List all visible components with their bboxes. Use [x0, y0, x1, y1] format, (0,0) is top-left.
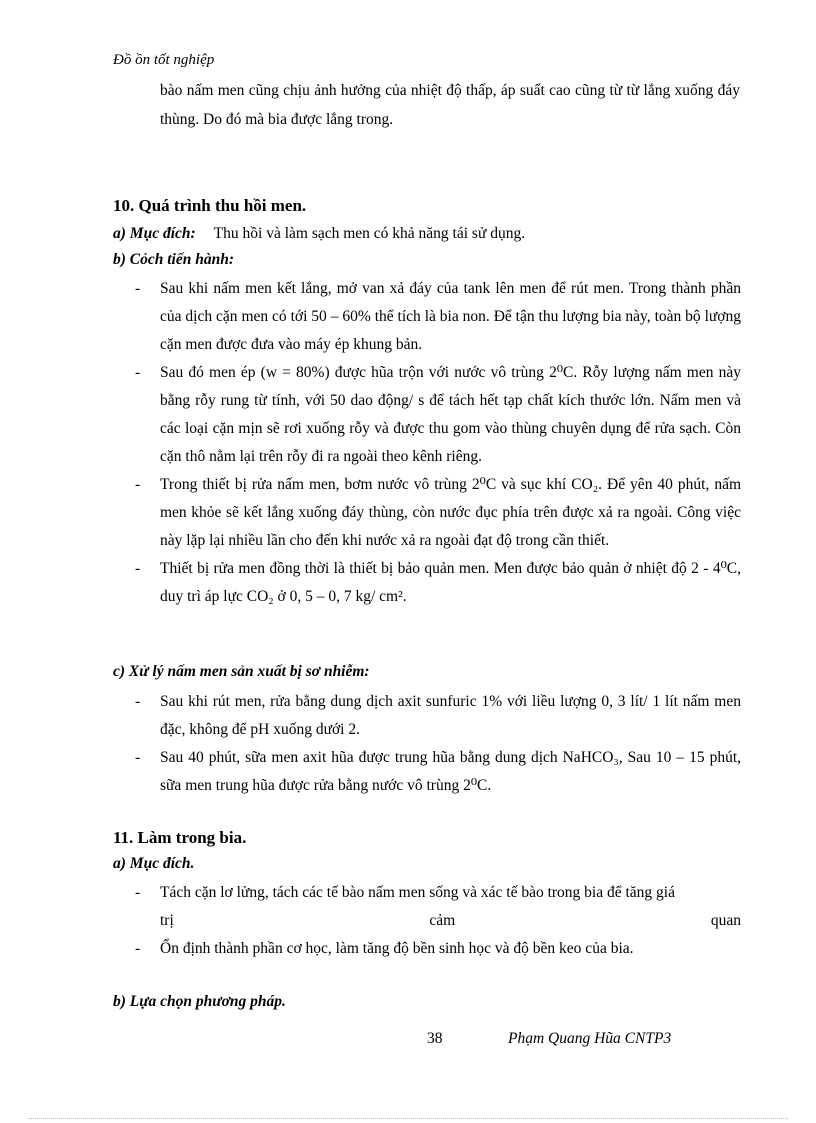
section-11-purpose-label: a) Mục đích. [113, 855, 195, 872]
dash-bullet: - [135, 476, 141, 493]
section-10-contamination-label: c) Xử lý nấm men sản xuất bị sơ nhiễm: [113, 663, 370, 680]
list-item-text: Thiết bị rửa men đồng thời là thiết bị bảo quản men. Men được bảo quản ở nhiệt độ 2 - 4⁰C, duy trì áp lực CO₂ ở 0, 5 – 0, 7 kg/ cm². [160, 560, 741, 605]
page-number: 38 [427, 1030, 443, 1047]
section-10-contamination-list [135, 688, 741, 800]
word: quan [710, 912, 741, 929]
section-11-title: 11. Làm trong bia. [113, 828, 247, 847]
page-bottom-divider [28, 1118, 788, 1119]
list-item [135, 744, 741, 800]
dash-bullet: - [135, 560, 141, 577]
list-item-text: Sau đó men ép (w = 80%) được hũa trộn với nước vô trùng 2⁰C. Rỗy lượng nấm men này bằng rỗy rung từ tính, với 50 dao động/ s để tách hết tạp chất kích thước lớn. Nấm men và các loại cặn mịn sẽ rơi xuống rỗy và được thu gom vào thùng chuyên dụng để rửa sạch. Còn cặn thô nằm lại trên rỗy đi ra ngoài theo kênh riêng. [160, 364, 741, 465]
list-item [135, 555, 741, 611]
dash-bullet: - [135, 364, 141, 381]
section-11-purpose-list [135, 879, 741, 963]
dash-bullet: - [135, 940, 141, 957]
page-header: Đồ ồn tốt nghiệp [113, 52, 215, 68]
word: cảm [429, 912, 456, 929]
section-11-method-label: b) Lựa chọn phương pháp. [113, 993, 286, 1010]
list-item [135, 688, 741, 744]
list-item [135, 879, 741, 935]
list-item-text: Trong thiết bị rửa nấm men, bơm nước vô trùng 2⁰C và sục khí CO₂. Để yên 40 phút, nấm men khỏe sẽ kết lắng xuống đáy thùng, còn nước đục phía trên được xả ra ngoài. Công việc này lặp lại nhiều lần cho đến khi nước xả ra ngoài đạt độ trong cần thiết. [160, 476, 741, 549]
list-item [135, 471, 741, 555]
section-10-purpose [113, 225, 525, 243]
section-10-purpose-text: Thu hồi và làm sạch men có khả năng tái sử dụng. [213, 225, 526, 242]
section-10-title: 10. Quá trình thu hồi men. [113, 196, 307, 215]
section-10-procedure-label: b) Cỏch tiến hành: [113, 251, 235, 268]
section-10-purpose-label: a) Mục đích: [113, 225, 196, 242]
list-item-text: Sau 40 phút, sữa men axit hũa được trung hũa bằng dung dịch NaHCO₃, Sau 10 – 15 phút, sữa men trung hũa được rửa bằng nước vô trùng 2⁰C. [160, 749, 741, 794]
dash-bullet: - [135, 693, 141, 710]
list-item-text: Tách cặn lơ lửng, tách các tế bào nấm men sống và xác tế bào trong bia để tăng giá [160, 884, 675, 901]
justified-line [160, 907, 741, 935]
intro-paragraph: bào nấm men cũng chịu ảnh hưởng của nhiệt độ thấp, áp suất cao cũng từ từ lắng xuống đáy thùng. Do đó mà bia được lắng trong. [160, 82, 740, 128]
list-item [135, 359, 741, 471]
dash-bullet: - [135, 280, 141, 297]
list-item-text: Sau khi nấm men kết lắng, mở van xả đáy của tank lên men để rút men. Trong thành phần của dịch cặn men có tới 50 – 60% thể tích là bia non. Để tận thu lượng bia này, toàn bộ lượng cặn men được đưa vào máy ép khung bản. [160, 280, 741, 353]
list-item-text: Sau khi rút men, rửa bằng dung dịch axit sunfuric 1% với liều lượng 0, 3 lít/ 1 lít nấm men đặc, không để pH xuống dưới 2. [160, 693, 741, 738]
dash-bullet: - [135, 884, 141, 901]
section-10-procedure-list [135, 275, 741, 611]
dash-bullet: - [135, 749, 141, 766]
list-item-text: Ổn định thành phần cơ học, làm tăng độ bền sinh học và độ bền keo của bia. [160, 940, 634, 957]
footer-author: Phạm Quang Hũa CNTP3 [508, 1030, 672, 1047]
word: trị [160, 912, 174, 929]
list-item [135, 275, 741, 359]
list-item [135, 935, 741, 963]
